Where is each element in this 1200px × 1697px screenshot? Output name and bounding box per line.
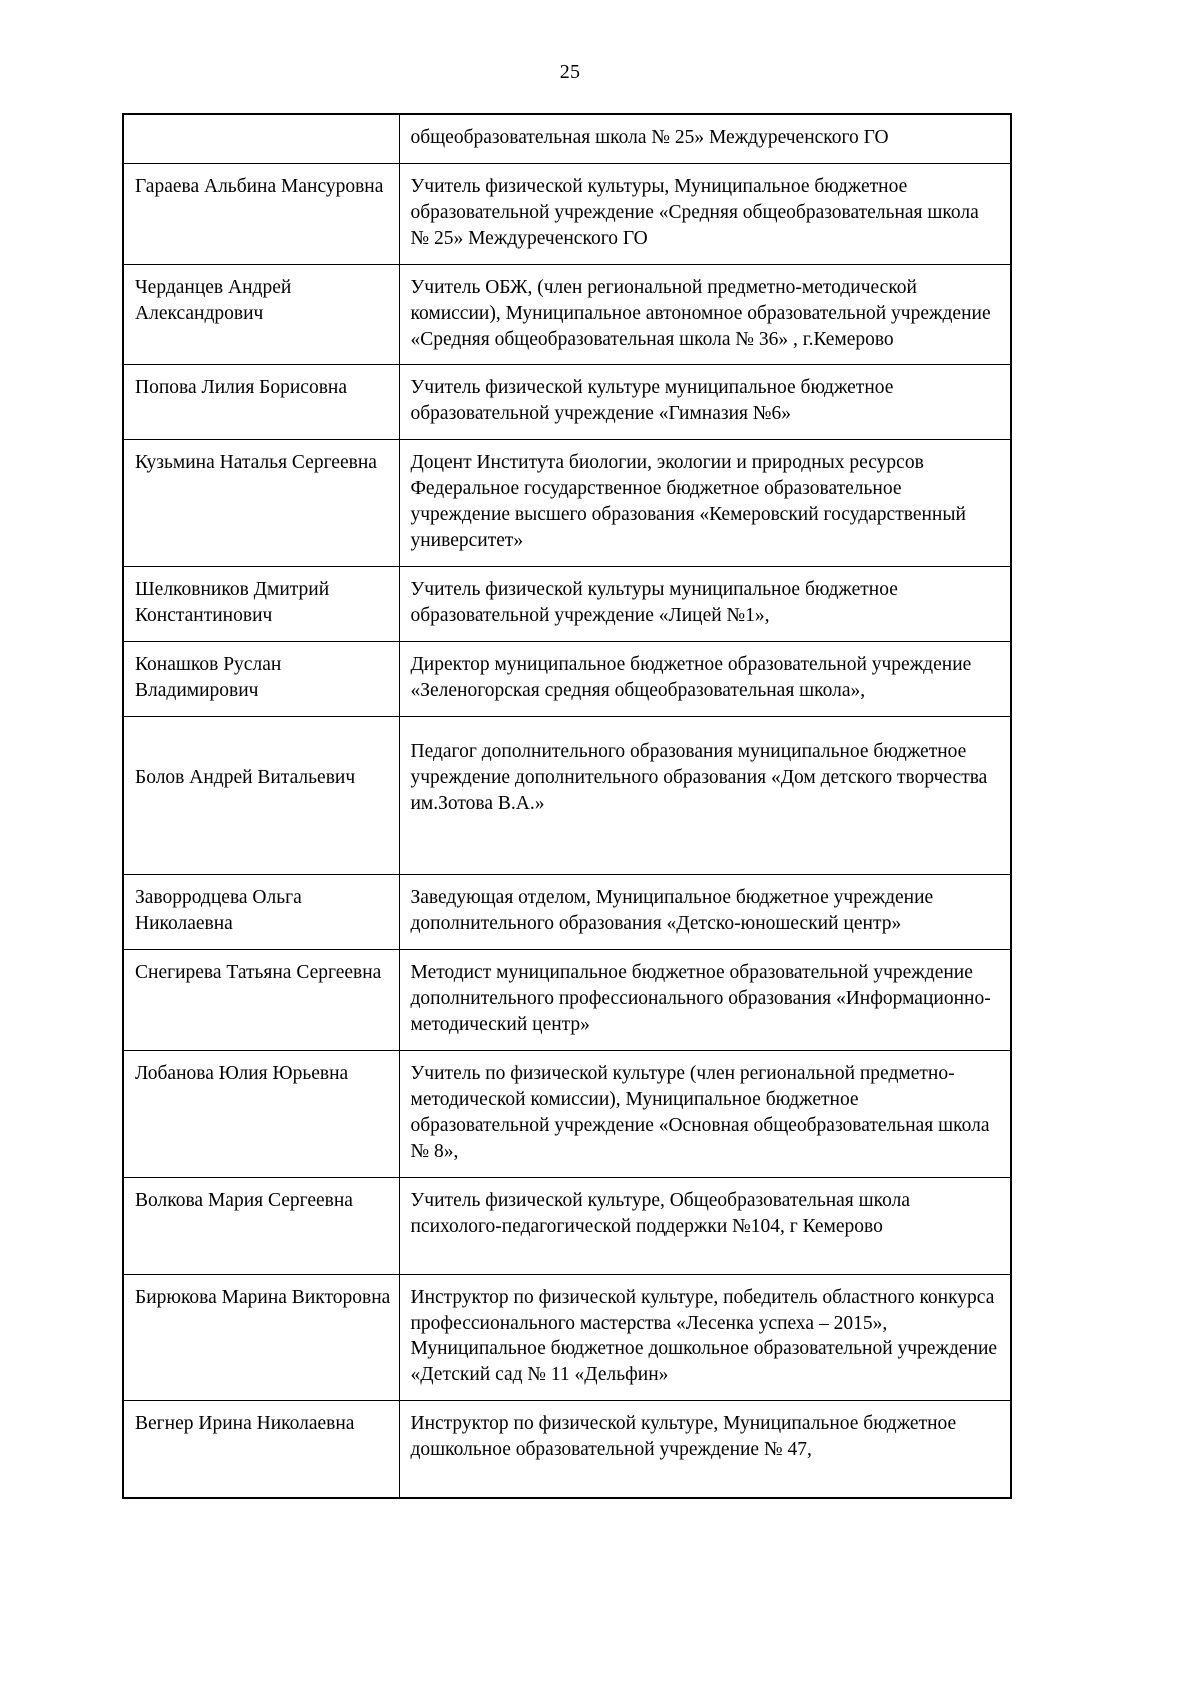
table-body xyxy=(123,114,1011,1498)
cell-name xyxy=(123,114,399,163)
table-row xyxy=(123,163,1011,264)
cell-description: Учитель по физической культуре (член региональной предметно- методической комиссии), Муниципальное бюджетное образовательной учреждение «Основная общеобразовательная школа № 8», xyxy=(399,1051,1011,1178)
table-row xyxy=(123,114,1011,163)
cell-name: Попова Лилия Борисовна xyxy=(123,365,399,440)
cell-description: Доцент Института биологии, экологии и природных ресурсов Федеральное государственное бюджетное образовательное учреждение высшего образования «Кемеровский государственный университет» xyxy=(399,440,1011,567)
participants-table-wrapper xyxy=(122,113,1010,1499)
cell-name: Черданцев Андрей Александрович xyxy=(123,264,399,365)
cell-name: Шелковников Дмитрий Константинович xyxy=(123,566,399,641)
cell-name: Кузьмина Наталья Сергеевна xyxy=(123,440,399,567)
page-number: 25 xyxy=(559,61,581,83)
table-row xyxy=(123,1177,1011,1274)
cell-name: Конашков Руслан Владимирович xyxy=(123,641,399,716)
table-row xyxy=(123,950,1011,1051)
table-row xyxy=(123,440,1011,567)
table-row xyxy=(123,716,1011,875)
cell-description: Учитель ОБЖ, (член региональной предметно-методической комиссии), Муниципальное автономное образовательной учреждение «Средняя общеобразовательная школа № 36» , г.Кемерово xyxy=(399,264,1011,365)
cell-name: Вегнер Ирина Николаевна xyxy=(123,1401,399,1498)
cell-name: Бирюкова Марина Викторовна xyxy=(123,1274,399,1401)
cell-name: Гараева Альбина Мансуровна xyxy=(123,163,399,264)
cell-description: Инструктор по физической культуре, Муниципальное бюджетное дошкольное образовательной учреждение № 47, xyxy=(399,1401,1011,1498)
table-row xyxy=(123,875,1011,950)
cell-description: Инструктор по физической культуре, победитель областного конкурса профессионального мастерства «Лесенка успеха – 2015», Муниципальное бюджетное дошкольное образовательной учреждение «Детский сад № 11 «Дельфин» xyxy=(399,1274,1011,1401)
cell-name: Болов Андрей Витальевич xyxy=(123,716,399,875)
cell-name: Снегирева Татьяна Сергеевна xyxy=(123,950,399,1051)
table-row xyxy=(123,1401,1011,1498)
cell-description: Педагог дополнительного образования муниципальное бюджетное учреждение дополнительного образования «Дом детского творчества им.Зотова В.А.» xyxy=(399,716,1011,875)
cell-description: Учитель физической культуры муниципальное бюджетное образовательной учреждение «Лицей №1», xyxy=(399,566,1011,641)
table-row xyxy=(123,1051,1011,1178)
cell-name: Лобанова Юлия Юрьевна xyxy=(123,1051,399,1178)
cell-name: Заворродцева Ольга Николаевна xyxy=(123,875,399,950)
cell-description: Учитель физической культуры, Муниципальное бюджетное образовательной учреждение «Средняя общеобразовательная школа № 25» Междуреченского ГО xyxy=(399,163,1011,264)
cell-description: Методист муниципальное бюджетное образовательной учреждение дополнительного профессионального образования «Информационно-методический центр» xyxy=(399,950,1011,1051)
table-row xyxy=(123,1274,1011,1401)
table-row xyxy=(123,365,1011,440)
cell-description: общеобразовательная школа № 25» Междуреченского ГО xyxy=(399,114,1011,163)
cell-description: Учитель физической культуре, Общеобразовательная школа психолого-педагогической поддержки №104, г Кемерово xyxy=(399,1177,1011,1274)
table-row xyxy=(123,264,1011,365)
cell-description: Заведующая отделом, Муниципальное бюджетное учреждение дополнительного образования «Детско-юношеский центр» xyxy=(399,875,1011,950)
table-row xyxy=(123,566,1011,641)
cell-description: Директор муниципальное бюджетное образовательной учреждение «Зеленогорская средняя общеобразовательная школа», xyxy=(399,641,1011,716)
table-row xyxy=(123,641,1011,716)
cell-description: Учитель физической культуре муниципальное бюджетное образовательной учреждение «Гимназия №6» xyxy=(399,365,1011,440)
cell-name: Волкова Мария Сергеевна xyxy=(123,1177,399,1274)
participants-table xyxy=(122,113,1012,1499)
